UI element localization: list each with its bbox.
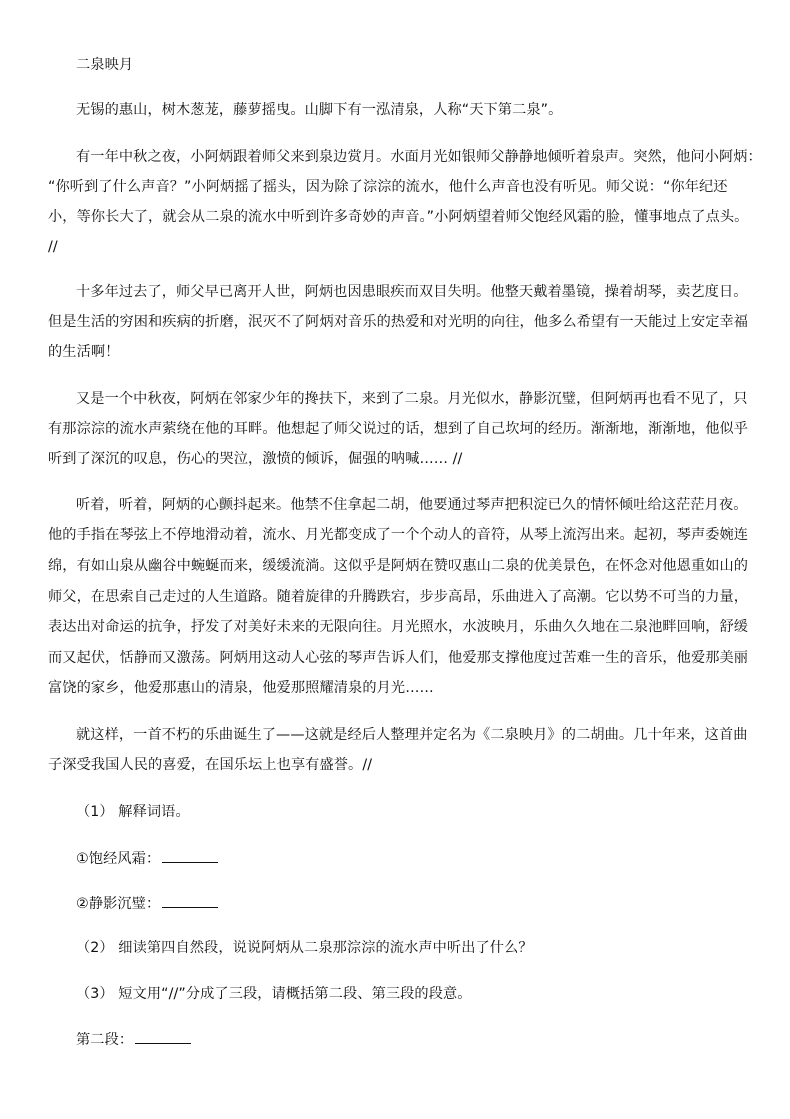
answer-blank[interactable] — [162, 893, 218, 908]
paragraph-line: 又是一个中秋夜，阿炳在邻家少年的搀扶下，来到了二泉。月光似水，静影沉璧，但阿炳再也看不见了，只 — [76, 391, 748, 407]
question-text: （1） 解释词语。 — [76, 804, 190, 820]
paragraph-line: 绵，有如山泉从幽谷中蜿蜒而来，缓缓流淌。这似乎是阿炳在赞叹惠山二泉的优美景色，在怀念对他恩重如山的 — [48, 558, 749, 574]
question-text: ②静影沉璧： — [76, 896, 161, 912]
answer-blank[interactable] — [135, 1029, 191, 1044]
paragraph-line: 而又起伏，恬静而又激荡。阿炳用这动人心弦的琴声告诉人们，他爱那支撑他度过苦难一生的音乐，他爱那美丽 — [48, 650, 749, 666]
paragraph-line: 子深受我国人民的喜爱，在国乐坛上也享有盛誉。// — [48, 757, 373, 773]
paragraph-line: 听到了深沉的叹息，伤心的哭泣，激愤的倾诉，倔强的呐喊…… // — [48, 451, 463, 467]
paragraph-line: 他的手指在琴弦上不停地滑动着，流水、月光都变成了一个个动人的音符，从琴上流泻出来。起初，琴声委婉连 — [48, 527, 749, 543]
question-text: （2） 细读第四自然段，说说阿炳从二泉那淙淙的流水声中听出了什么？ — [76, 940, 533, 956]
paragraph-line: 听着，听着，阿炳的心颤抖起来。他禁不住拿起二胡，他要通过琴声把积淀已久的情怀倾吐给这茫茫月夜。 — [76, 497, 748, 513]
page-title: 二泉映月 — [76, 57, 134, 73]
answer-blank[interactable] — [162, 848, 218, 863]
paragraph-line: 师父，在思索自己走过的人生道路。随着旋律的升腾跌宕，步步高昂，乐曲进入了高潮。它以势不可当的力量， — [48, 589, 749, 605]
paragraph-line: 无锡的惠山，树木葱茏，藤萝摇曳。山脚下有一泓清泉，人称“天下第二泉”。 — [76, 102, 563, 118]
paragraph-line: “你听到了什么声音？”小阿炳摇了摇头，因为除了淙淙的流水，他什么声音也没有听见。师父说：“你年纪还 — [48, 179, 728, 195]
section-divider-mark: // — [48, 239, 58, 255]
paragraph-line: 十多年过去了，师父早已离开人世，阿炳也因患眼疾而双目失明。他整天戴着墨镜，操着胡琴，卖艺度日。 — [76, 284, 748, 300]
paragraph-line: 但是生活的穷困和疾病的折磨，泯灭不了阿炳对音乐的热爱和对光明的向往，他多么希望有一天能过上安定幸福 — [48, 314, 749, 330]
paragraph-line: 有那淙淙的流水声萦绕在他的耳畔。他想起了师父说过的话，想到了自己坎坷的经历。渐渐地，渐渐地，他似乎 — [48, 421, 749, 437]
paragraph-line: 小，等你长大了，就会从二泉的流水中听到许多奇妙的声音。”小阿炳望着师父饱经风霜的脸，懂事地点了点头。 — [48, 209, 749, 225]
question-text: ①饱经风霜： — [76, 851, 161, 867]
paragraph-line: 的生活啊！ — [48, 344, 120, 360]
paragraph-line: 有一年中秋之夜，小阿炳跟着师父来到泉边赏月。水面月光如银师父静静地倾听着泉声。突然，他问小阿炳： — [76, 149, 762, 165]
question-text: 第二段： — [76, 1032, 134, 1048]
paragraph-line: 富饶的家乡，他爱那惠山的清泉，他爱那照耀清泉的月光…… — [48, 680, 434, 696]
paragraph-line: 表达出对命运的抗争，抒发了对美好未来的无限向往。月光照水，水波映月，乐曲久久地在二泉池畔回响，舒缓 — [48, 619, 749, 635]
paragraph-line: 就这样，一首不朽的乐曲诞生了——这就是经后人整理并定名为《二泉映月》的二胡曲。几十年来，这首曲 — [76, 727, 748, 743]
question-text: （3） 短文用“//”分成了三段，请概括第二段、第三段的段意。 — [76, 986, 472, 1002]
